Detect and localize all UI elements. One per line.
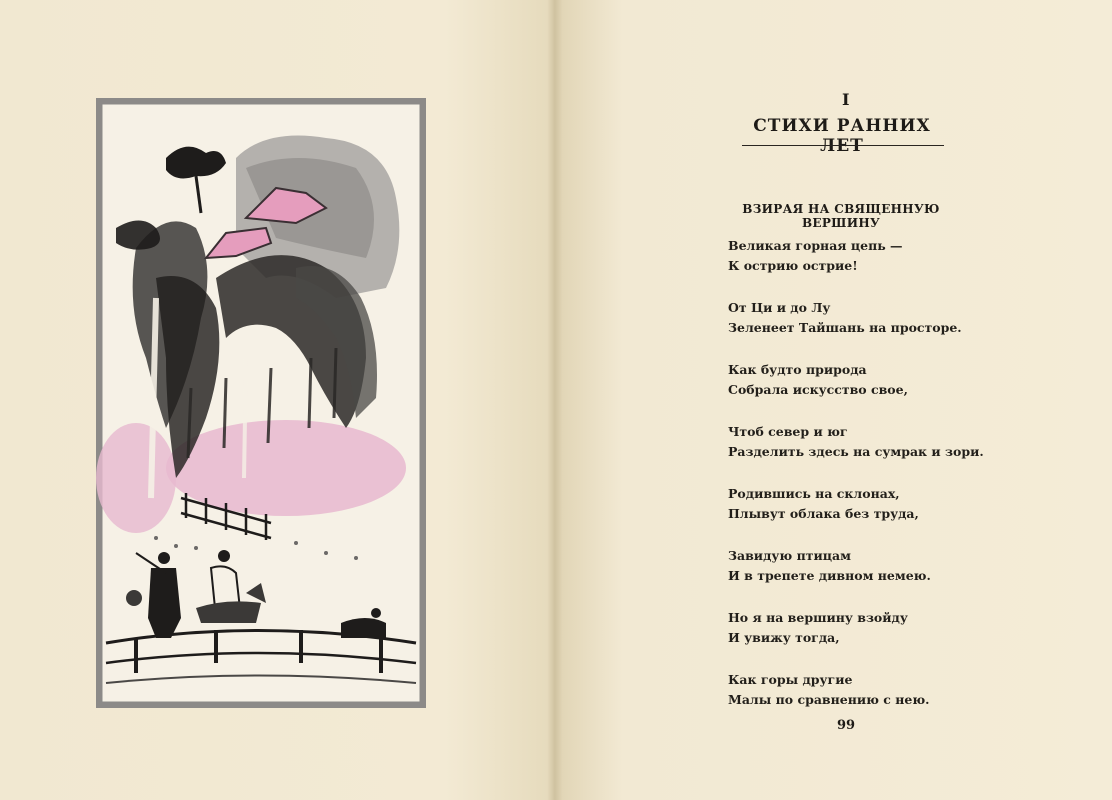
section-number: I [842,90,850,109]
right-page [556,0,1112,800]
stanza-3 [728,360,1048,400]
stanza-8 [728,670,1048,710]
section-title: СТИХИ РАННИХ ЛЕТ [753,116,931,156]
poem-line: Собрала искусство свое, [728,382,908,397]
mountain-illustration [96,98,426,708]
title-rule [742,145,944,146]
poem-line: К острию острие! [728,258,858,273]
stanza-2 [728,298,1048,338]
poem-line: Плывут облака без труда, [728,506,919,521]
stanza-4 [728,422,1048,462]
stanza-5 [728,484,1048,524]
page-number: 99 [836,718,856,733]
poem-line: И в трепете дивном немею. [728,568,931,583]
stanza-1 [728,236,1048,276]
poem-line: Как горы другие [728,672,853,687]
poem-line: Чтоб север и юг [728,424,848,439]
poem-line: Зеленеет Тайшань на просторе. [728,320,962,335]
poem-line: Разделить здесь на сумрак и зори. [728,444,984,459]
poem-line: Как будто природа [728,362,867,377]
poem-line: Завидую птицам [728,548,851,563]
stanza-7 [728,608,1048,648]
stanza-6 [728,546,1048,586]
poem-line: И увижу тогда, [728,630,840,645]
poem [728,236,1048,732]
poem-line: Малы по сравнению с нею. [728,692,930,707]
poem-line: Великая горная цепь — [728,238,903,253]
poem-line: Но я на вершину взойду [728,610,908,625]
poem-line: От Ци и до Лу [728,300,831,315]
poem-line: Родившись на склонах, [728,486,900,501]
poem-title: ВЗИРАЯ НА СВЯЩЕННУЮ ВЕРШИНУ [742,202,940,230]
